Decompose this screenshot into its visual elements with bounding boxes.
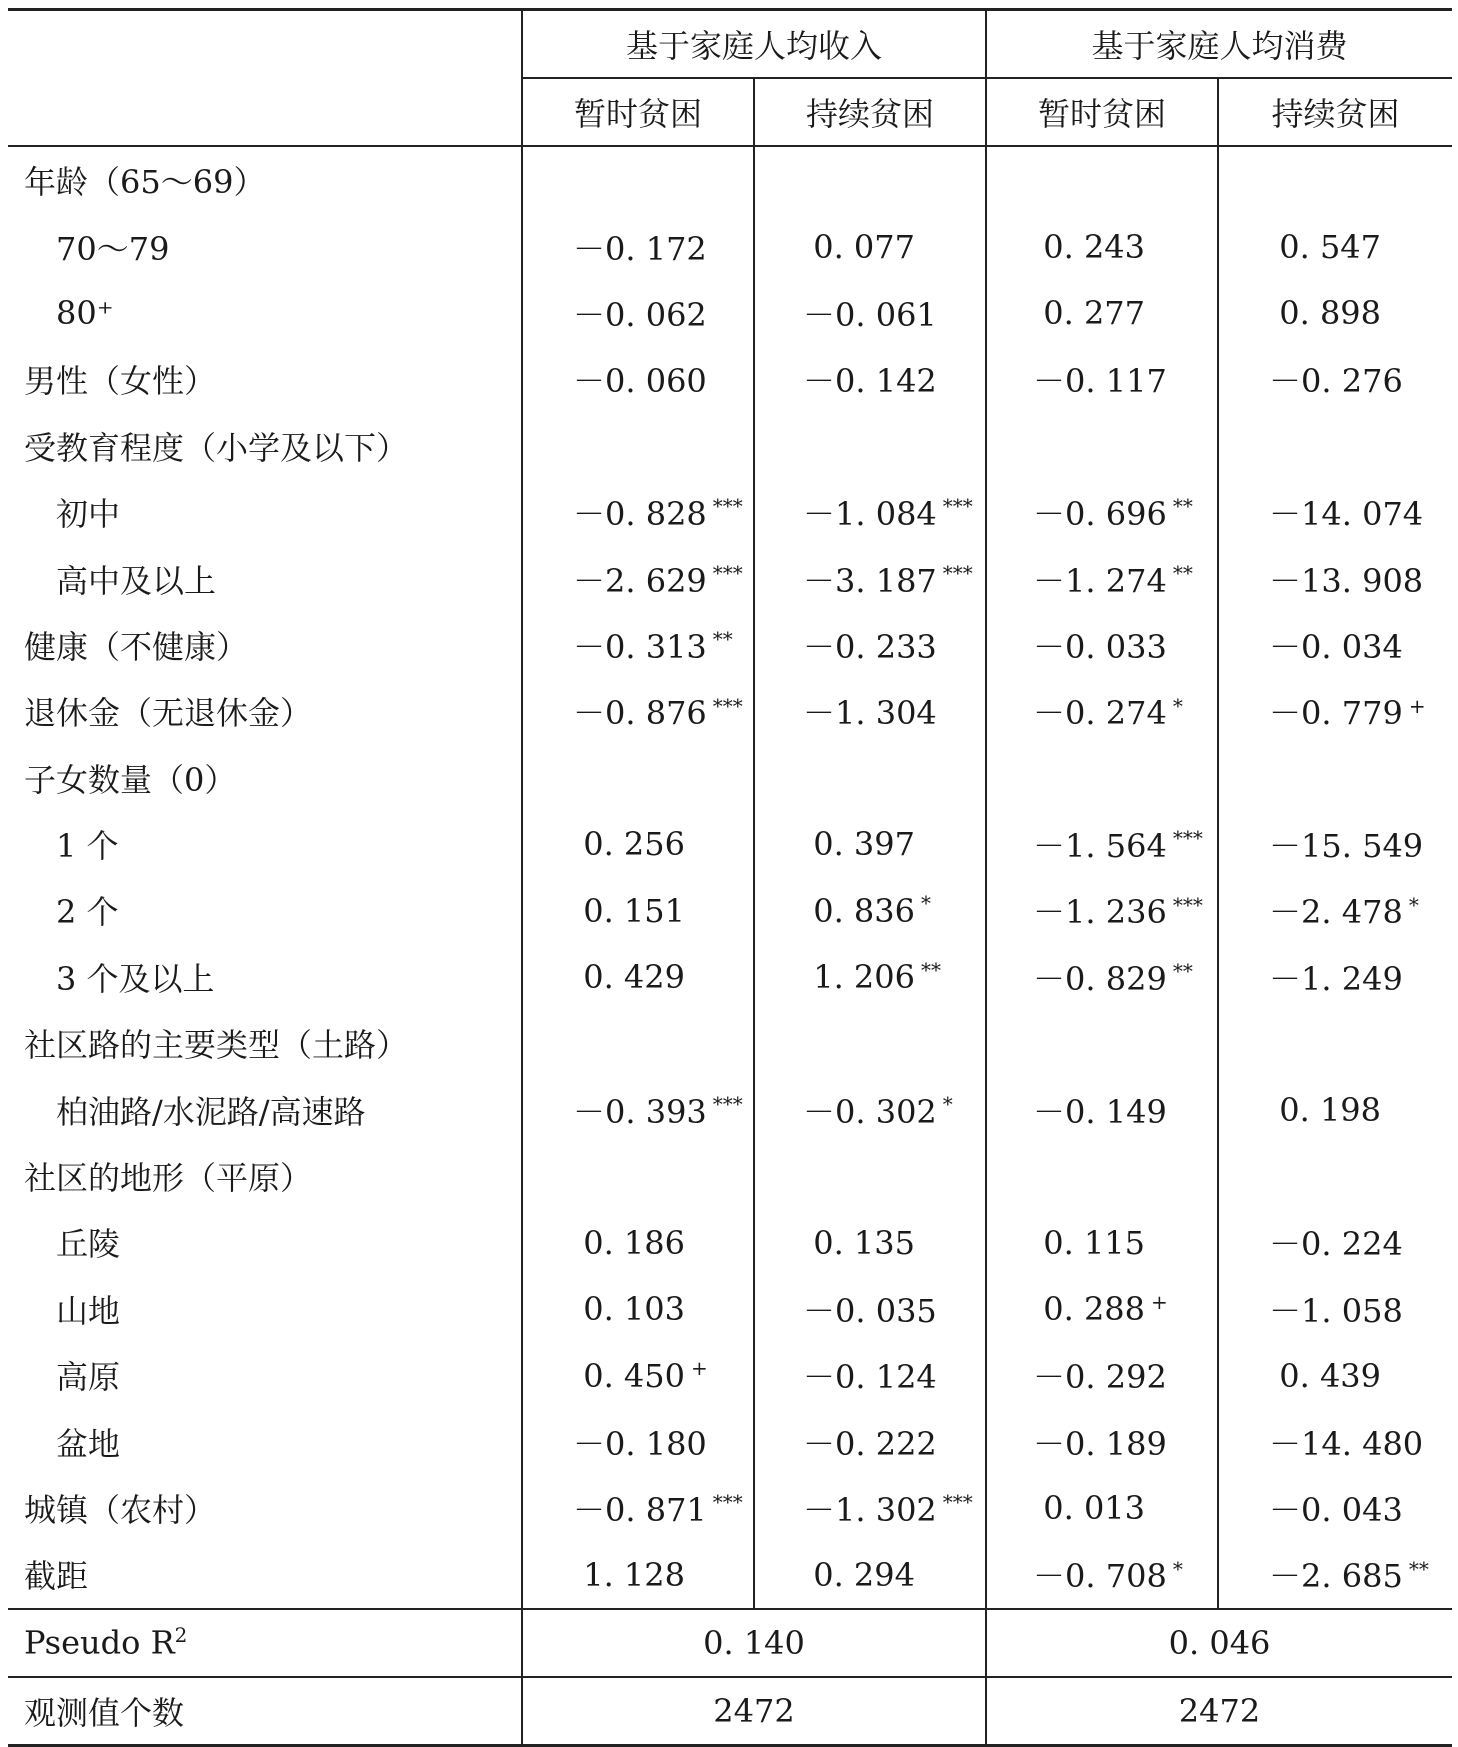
coefficient: －1. 302 [803,1491,937,1529]
significance-marker: ** [1172,959,1193,984]
coefficient: 0. 429 [583,958,685,997]
obs-consumption: 2472 [986,1677,1452,1746]
pseudo-r2-label [8,1609,522,1677]
coefficient: －2. 685 [1269,1557,1403,1596]
value-cell [986,146,1218,213]
coefficient: 0. 256 [583,825,685,864]
value-cell [986,1010,1218,1076]
value-cell [522,1209,754,1275]
coefficient: 0. 135 [813,1223,915,1262]
row-label: 健康（不健康） [24,627,249,666]
header-income-transient: 暂时贫困 [522,78,754,146]
value-cell [522,1541,754,1608]
significance-marker: *** [942,560,973,585]
value-cell [986,1541,1218,1608]
value-cell [1218,1408,1452,1474]
table-row [8,1342,1452,1408]
significance-marker: + [1408,693,1426,718]
value-cell [1218,1076,1452,1142]
value-cell [1218,346,1452,412]
value-cell [986,413,1218,479]
value-cell [1218,1342,1452,1408]
value-cell [754,678,986,744]
coefficient: －0. 292 [1033,1358,1167,1397]
header-income-persistent: 持续贫困 [754,78,986,146]
coefficient: －0. 779 [1269,694,1403,733]
coefficient: 0. 288 [1043,1290,1146,1329]
value-cell [986,612,1218,678]
table-row [8,877,1452,943]
value-cell [986,280,1218,346]
coefficient: －0. 061 [803,295,937,334]
coefficient: 0. 243 [1043,227,1146,266]
value-cell [522,1143,754,1209]
row-label: 80⁺ [56,293,114,332]
coefficient: 0. 115 [1043,1223,1146,1262]
value-cell [754,877,986,943]
coefficient: －0. 180 [573,1424,707,1463]
value-cell [986,944,1218,1010]
header-consumption-transient: 暂时贫困 [986,78,1218,146]
coefficient: 0. 013 [1043,1489,1146,1528]
value-cell [986,745,1218,811]
table-row [8,678,1452,744]
value-cell [754,1342,986,1408]
significance-marker: ** [1172,560,1193,585]
value-cell [1218,1541,1452,1608]
coefficient: －0. 060 [573,362,707,401]
coefficient: －1. 249 [1269,959,1403,998]
value-cell [522,877,754,943]
coefficient: 0. 397 [813,825,915,864]
value-cell [754,1143,986,1209]
row-label: 男性（女性） [24,362,217,401]
coefficient: 0. 277 [1043,294,1146,333]
row-label: 3 个及以上 [56,959,215,998]
pseudo-r2-text: Pseudo R [24,1623,175,1662]
coefficient: －0. 142 [803,362,937,401]
significance-marker: *** [712,693,743,718]
value-cell [986,479,1218,545]
table-row [8,745,1452,811]
value-cell [522,146,754,213]
coefficient: －1. 084 [803,495,937,534]
value-cell [754,1010,986,1076]
table-row [8,1541,1452,1608]
table-row [8,944,1452,1010]
value-cell [522,545,754,611]
row-label: 社区的地形（平原） [24,1159,313,1198]
significance-marker: * [1172,1556,1183,1581]
coefficient: －14. 480 [1269,1424,1424,1463]
table-body [8,146,1452,1609]
value-cell [986,1408,1218,1474]
coefficient: 1. 128 [583,1555,685,1594]
coefficient: －0. 871 [573,1491,707,1529]
value-cell [1218,745,1452,811]
value-cell [522,213,754,279]
value-cell [522,1010,754,1076]
value-cell [522,745,754,811]
coefficient: 0. 151 [583,891,685,930]
value-cell [1218,612,1452,678]
row-label: 2 个 [56,893,119,932]
coefficient: －15. 549 [1269,827,1424,866]
value-cell [1218,944,1452,1010]
coefficient: －0. 149 [1033,1092,1167,1131]
row-label: 高中及以上 [56,561,217,600]
value-cell [754,1475,986,1541]
coefficient: －0. 062 [573,295,707,334]
value-cell [1218,1475,1452,1541]
coefficient: 0. 547 [1279,227,1382,266]
value-cell [986,877,1218,943]
coefficient: －0. 829 [1033,959,1167,998]
value-cell [1218,1276,1452,1342]
value-cell [1218,811,1452,877]
coefficient: －0. 828 [573,495,707,534]
significance-marker: ** [921,957,941,982]
value-cell [986,811,1218,877]
value-cell [1218,1010,1452,1076]
table-row [8,811,1452,877]
coefficient: 0. 439 [1279,1356,1382,1395]
value-cell [754,745,986,811]
value-cell [522,1076,754,1142]
coefficient: －0. 117 [1033,362,1167,401]
value-cell [986,1076,1218,1142]
value-cell [986,346,1218,412]
coefficient: 0. 186 [583,1223,685,1262]
value-cell [754,146,986,213]
value-cell [986,213,1218,279]
pseudo-r2-income: 0. 140 [522,1609,986,1677]
coefficient: －0. 224 [1269,1225,1403,1264]
row-label: 受教育程度（小学及以下） [24,428,409,467]
significance-marker: * [1172,693,1183,718]
table-row [8,1475,1452,1541]
value-cell [1218,545,1452,611]
row-label: 1 个 [56,827,119,866]
value-cell [1218,1143,1452,1209]
coefficient: －0. 876 [573,694,707,733]
coefficient: －1. 236 [1033,893,1167,932]
coefficient: 0. 103 [583,1290,685,1329]
coefficient: －0. 393 [573,1092,707,1131]
coefficient: －1. 564 [1033,827,1167,866]
value-cell [754,213,986,279]
value-cell [522,1276,754,1342]
row-label: 高原 [56,1358,121,1397]
row-label: 社区路的主要类型（土路） [24,1026,409,1065]
significance-marker: * [942,1092,953,1116]
row-label: 年龄（65～69） [8,146,522,213]
value-cell [522,678,754,744]
value-cell [522,612,754,678]
value-cell [522,479,754,545]
significance-marker: *** [712,1490,743,1515]
coefficient: －0. 708 [1033,1557,1167,1596]
coefficient: 0. 077 [813,227,915,266]
row-label: 山地 [56,1291,121,1330]
value-cell [522,944,754,1010]
coefficient: －0. 233 [803,627,937,666]
value-cell [754,944,986,1010]
coefficient: －1. 274 [1033,561,1167,600]
coefficient: －0. 302 [803,1092,937,1131]
coefficient: －0. 189 [1033,1424,1167,1463]
significance-marker: ** [1172,494,1193,519]
significance-marker: *** [712,494,743,519]
table-row [8,1209,1452,1275]
table-row [8,346,1452,412]
header-blank [8,10,522,147]
coefficient: －0. 313 [573,627,707,666]
value-cell [522,1475,754,1541]
value-cell [522,811,754,877]
value-cell [986,1143,1218,1209]
significance-marker: *** [1172,826,1203,851]
significance-marker: ** [1408,1556,1429,1581]
row-label: 初中 [56,495,121,534]
row-label: 城镇（农村） [24,1491,217,1529]
value-cell [754,1408,986,1474]
table-row [8,413,1452,479]
value-cell [754,1209,986,1275]
value-cell [754,346,986,412]
value-cell [1218,213,1452,279]
value-cell [986,545,1218,611]
coefficient: 0. 198 [1279,1090,1382,1129]
coefficient: －2. 629 [573,561,707,600]
value-cell [1218,1209,1452,1275]
value-cell [522,280,754,346]
coefficient: －0. 696 [1033,495,1167,534]
coefficient: －0. 124 [803,1358,937,1397]
value-cell [1218,877,1452,943]
significance-marker: *** [942,494,973,519]
obs-label: 观测值个数 [8,1677,522,1746]
regression-table [8,8,1452,1747]
table-row [8,1076,1452,1142]
value-cell [522,1342,754,1408]
coefficient: 0. 836 [813,891,915,930]
value-cell [754,413,986,479]
significance-marker: + [1151,1289,1168,1314]
significance-marker: * [1408,892,1419,917]
coefficient: 1. 206 [813,958,915,997]
significance-marker: * [921,891,931,916]
value-cell [986,1475,1218,1541]
value-cell [1218,280,1452,346]
value-cell [754,280,986,346]
coefficient: －0. 043 [1269,1491,1403,1529]
coefficient: －0. 035 [803,1291,937,1330]
row-label: 盆地 [56,1424,121,1463]
coefficient: 0. 450 [583,1356,685,1395]
coefficient: －0. 034 [1269,627,1403,666]
table-row [8,1010,1452,1076]
table-row [8,545,1452,611]
value-cell [986,678,1218,744]
value-cell [986,1209,1218,1275]
table-row [8,213,1452,279]
obs-income: 2472 [522,1677,986,1746]
coefficient: －2. 478 [1269,893,1403,932]
coefficient: －13. 908 [1269,561,1424,600]
table-row [8,612,1452,678]
header-consumption-group: 基于家庭人均消费 [986,10,1452,79]
row-label: 柏油路/水泥路/高速路 [56,1092,366,1131]
row-label: 截距 [24,1557,89,1596]
value-cell [1218,146,1452,213]
coefficient: －0. 274 [1033,694,1167,733]
value-cell [986,1342,1218,1408]
value-cell [754,612,986,678]
value-cell [1218,479,1452,545]
table-row [8,146,1452,213]
coefficient: －1. 058 [1269,1291,1403,1330]
value-cell [754,811,986,877]
table-row [8,280,1452,346]
row-label: 70～79 [56,229,170,268]
row-label: 子女数量（0） [24,760,237,799]
significance-marker: *** [712,560,743,585]
coefficient: －0. 172 [573,229,707,268]
header-consumption-persistent: 持续贫困 [1218,78,1452,146]
significance-marker: *** [942,1490,973,1515]
coefficient: －0. 222 [803,1424,937,1463]
row-label: 退休金（无退休金） [24,694,313,733]
value-cell [1218,678,1452,744]
value-cell [754,1276,986,1342]
pseudo-r2-sup: 2 [174,1623,188,1648]
pseudo-r2-consumption: 0. 046 [986,1609,1452,1677]
value-cell [754,545,986,611]
value-cell [522,346,754,412]
significance-marker: + [691,1355,708,1380]
value-cell [986,1276,1218,1342]
value-cell [754,1076,986,1142]
coefficient: －14. 074 [1269,495,1424,534]
significance-marker: *** [712,1092,743,1116]
value-cell [522,1408,754,1474]
value-cell [522,413,754,479]
significance-marker: *** [1172,892,1203,917]
row-label: 丘陵 [56,1225,121,1264]
value-cell [754,1541,986,1608]
value-cell [1218,413,1452,479]
coefficient: 0. 898 [1279,294,1382,333]
coefficient: －0. 033 [1033,627,1167,666]
table-row [8,1408,1452,1474]
coefficient: －0. 276 [1269,362,1403,401]
table-row [8,1276,1452,1342]
coefficient: 0. 294 [813,1555,915,1594]
coefficient: －1. 304 [803,694,937,733]
table-row [8,1143,1452,1209]
value-cell [754,479,986,545]
significance-marker: ** [712,627,733,652]
table-row [8,479,1452,545]
header-income-group: 基于家庭人均收入 [522,10,986,79]
coefficient: －3. 187 [803,561,937,600]
